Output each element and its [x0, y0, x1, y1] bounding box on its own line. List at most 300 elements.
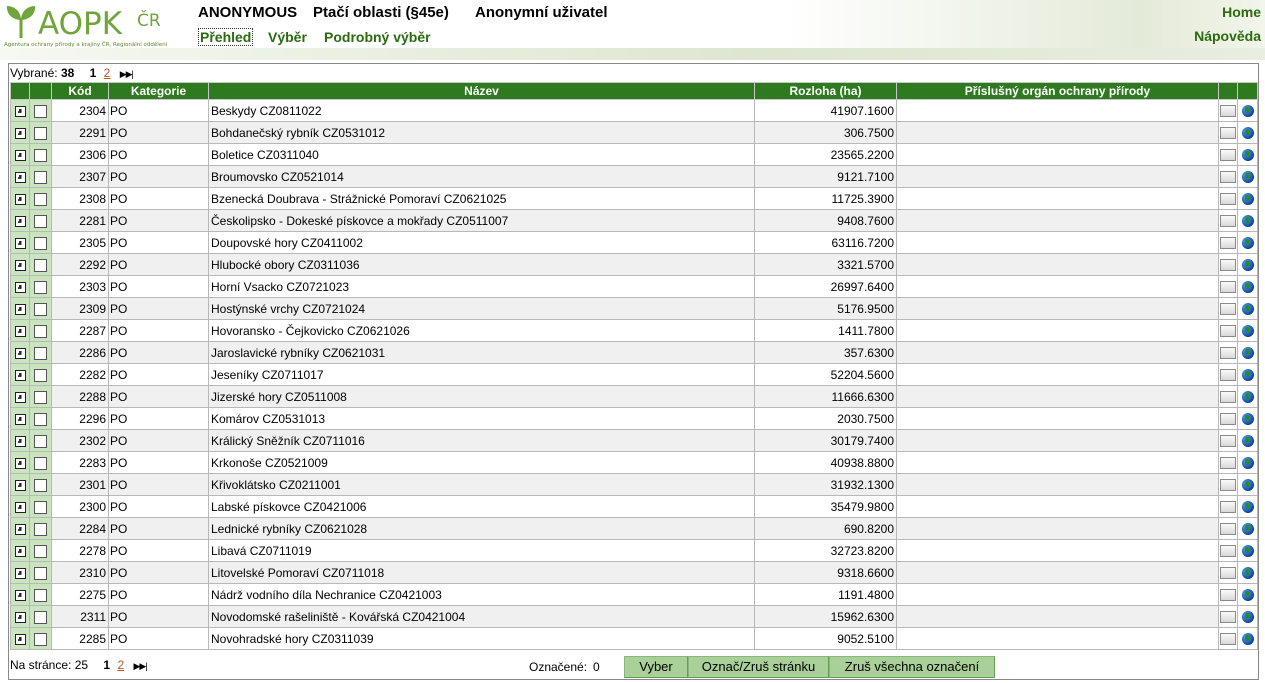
open-detail-icon[interactable] — [15, 348, 26, 359]
row-checkbox-cell[interactable] — [30, 100, 52, 122]
kod-cell: 2311 — [52, 606, 109, 628]
table-row[interactable] — [11, 100, 1258, 122]
document-icon[interactable] — [1220, 171, 1236, 183]
globe-map-icon[interactable] — [1242, 391, 1254, 403]
globe-map-icon[interactable] — [1242, 127, 1254, 139]
open-detail-cell[interactable] — [11, 276, 30, 298]
globe-map-icon[interactable] — [1242, 479, 1254, 491]
document-cell[interactable] — [1219, 232, 1238, 254]
table-row[interactable] — [11, 474, 1258, 496]
nazev-cell: Litovelské Pomoraví CZ0711018 — [209, 562, 755, 584]
document-icon[interactable] — [1220, 457, 1236, 469]
open-detail-icon[interactable] — [15, 480, 26, 491]
open-detail-icon[interactable] — [15, 546, 26, 557]
document-cell[interactable] — [1219, 408, 1238, 430]
table-row[interactable] — [11, 276, 1258, 298]
document-icon[interactable] — [1220, 149, 1236, 161]
document-cell[interactable] — [1219, 606, 1238, 628]
row-checkbox-cell[interactable] — [30, 430, 52, 452]
map-cell[interactable] — [1238, 276, 1258, 298]
map-cell[interactable] — [1238, 122, 1258, 144]
globe-map-icon[interactable] — [1242, 171, 1254, 183]
open-detail-icon[interactable] — [15, 634, 26, 645]
leaf-logo-icon — [4, 4, 38, 40]
rozloha-cell: 9408.7600 — [755, 210, 897, 232]
document-cell[interactable] — [1219, 430, 1238, 452]
open-detail-cell[interactable] — [11, 232, 30, 254]
row-checkbox[interactable] — [34, 457, 47, 470]
globe-map-icon[interactable] — [1242, 589, 1254, 601]
rozloha-cell: 690.8200 — [755, 518, 897, 540]
kategorie-cell: PO — [109, 628, 209, 650]
open-detail-cell[interactable] — [11, 254, 30, 276]
document-icon[interactable] — [1220, 589, 1236, 601]
document-icon[interactable] — [1220, 259, 1236, 271]
map-cell[interactable] — [1238, 188, 1258, 210]
open-detail-cell[interactable] — [11, 474, 30, 496]
table-row[interactable] — [11, 122, 1258, 144]
map-cell[interactable] — [1238, 518, 1258, 540]
map-cell[interactable] — [1238, 100, 1258, 122]
organ-cell — [897, 386, 1219, 408]
kod-cell: 2287 — [52, 320, 109, 342]
row-checkbox[interactable] — [34, 325, 47, 338]
document-cell[interactable] — [1219, 298, 1238, 320]
open-detail-cell[interactable] — [11, 452, 30, 474]
open-detail-icon[interactable] — [15, 194, 26, 205]
open-detail-icon[interactable] — [15, 260, 26, 271]
open-detail-icon[interactable] — [15, 612, 26, 623]
open-detail-cell[interactable] — [11, 628, 30, 650]
globe-map-icon[interactable] — [1242, 325, 1254, 337]
open-detail-cell[interactable] — [11, 518, 30, 540]
document-icon[interactable] — [1220, 215, 1236, 227]
open-detail-cell[interactable] — [11, 210, 30, 232]
document-cell[interactable] — [1219, 474, 1238, 496]
map-cell[interactable] — [1238, 210, 1258, 232]
next-last-page-icon[interactable]: ▶▶| — [119, 69, 133, 79]
row-checkbox-cell[interactable] — [30, 144, 52, 166]
open-detail-cell[interactable] — [11, 430, 30, 452]
col-rozloha[interactable]: Rozloha (ha) — [755, 83, 897, 100]
open-detail-icon[interactable] — [15, 590, 26, 601]
document-icon[interactable] — [1220, 281, 1236, 293]
map-cell[interactable] — [1238, 496, 1258, 518]
map-cell[interactable] — [1238, 540, 1258, 562]
row-checkbox-cell[interactable] — [30, 628, 52, 650]
table-row[interactable] — [11, 540, 1258, 562]
document-icon[interactable] — [1220, 369, 1236, 381]
map-cell[interactable] — [1238, 474, 1258, 496]
nav-prehled-link[interactable]: Přehled — [200, 29, 252, 45]
document-cell[interactable] — [1219, 122, 1238, 144]
marked-label: Označené: — [529, 660, 588, 674]
rozloha-cell: 52204.5600 — [755, 364, 897, 386]
document-cell[interactable] — [1219, 210, 1238, 232]
row-checkbox-cell[interactable] — [30, 122, 52, 144]
document-cell[interactable] — [1219, 188, 1238, 210]
table-row[interactable] — [11, 430, 1258, 452]
table-row[interactable] — [11, 496, 1258, 518]
document-cell[interactable] — [1219, 540, 1238, 562]
map-cell[interactable] — [1238, 144, 1258, 166]
open-detail-cell[interactable] — [11, 408, 30, 430]
row-checkbox-cell[interactable] — [30, 474, 52, 496]
next-last-page-icon[interactable]: ▶▶| — [133, 661, 147, 671]
open-detail-cell[interactable] — [11, 386, 30, 408]
open-detail-cell[interactable] — [11, 100, 30, 122]
row-checkbox[interactable] — [34, 347, 47, 360]
document-cell[interactable] — [1219, 254, 1238, 276]
organ-cell — [897, 254, 1219, 276]
document-cell[interactable] — [1219, 342, 1238, 364]
kategorie-cell: PO — [109, 584, 209, 606]
open-detail-icon[interactable] — [15, 568, 26, 579]
nazev-cell: Bzenecká Doubrava - Strážnické Pomoraví CZ0621025 — [209, 188, 755, 210]
page-2-link[interactable]: 2 — [103, 66, 111, 80]
document-cell[interactable] — [1219, 166, 1238, 188]
globe-map-icon[interactable] — [1242, 457, 1254, 469]
open-detail-icon[interactable] — [15, 172, 26, 183]
map-cell[interactable] — [1238, 364, 1258, 386]
home-link[interactable]: Home — [1222, 4, 1261, 20]
document-icon[interactable] — [1220, 633, 1236, 645]
kategorie-cell: PO — [109, 408, 209, 430]
map-cell[interactable] — [1238, 452, 1258, 474]
document-cell[interactable] — [1219, 144, 1238, 166]
row-checkbox-cell[interactable] — [30, 562, 52, 584]
document-icon[interactable] — [1220, 127, 1236, 139]
row-checkbox-cell[interactable] — [30, 166, 52, 188]
open-detail-cell[interactable] — [11, 584, 30, 606]
table-row[interactable] — [11, 254, 1258, 276]
globe-map-icon[interactable] — [1242, 347, 1254, 359]
row-checkbox[interactable] — [34, 193, 47, 206]
open-detail-icon[interactable] — [15, 106, 26, 117]
row-checkbox[interactable] — [34, 127, 47, 140]
open-detail-icon[interactable] — [15, 458, 26, 469]
globe-map-icon[interactable] — [1242, 215, 1254, 227]
row-checkbox[interactable] — [34, 149, 47, 162]
row-checkbox-cell[interactable] — [30, 298, 52, 320]
organ-cell — [897, 562, 1219, 584]
row-checkbox[interactable] — [34, 237, 47, 250]
globe-map-icon[interactable] — [1242, 369, 1254, 381]
row-checkbox[interactable] — [34, 523, 47, 536]
map-cell[interactable] — [1238, 166, 1258, 188]
globe-map-icon[interactable] — [1242, 413, 1254, 425]
open-detail-cell[interactable] — [11, 606, 30, 628]
rozloha-cell: 1411.7800 — [755, 320, 897, 342]
row-checkbox-cell[interactable] — [30, 452, 52, 474]
globe-map-icon[interactable] — [1242, 545, 1254, 557]
row-checkbox[interactable] — [34, 369, 47, 382]
document-cell[interactable] — [1219, 320, 1238, 342]
row-checkbox[interactable] — [34, 501, 47, 514]
row-checkbox-cell[interactable] — [30, 496, 52, 518]
row-checkbox[interactable] — [34, 545, 47, 558]
globe-map-icon[interactable] — [1242, 633, 1254, 645]
open-detail-cell[interactable] — [11, 496, 30, 518]
kod-cell: 2288 — [52, 386, 109, 408]
nazev-cell: Krkonoše CZ0521009 — [209, 452, 755, 474]
nazev-cell: Novodomské rašeliniště - Kovářská CZ0421004 — [209, 606, 755, 628]
table-row[interactable] — [11, 386, 1258, 408]
globe-map-icon[interactable] — [1242, 567, 1254, 579]
clear-all-selection-button[interactable]: Zruš všechna označení — [829, 656, 995, 678]
map-cell[interactable] — [1238, 298, 1258, 320]
document-icon[interactable] — [1220, 105, 1236, 117]
table-row[interactable] — [11, 298, 1258, 320]
document-cell[interactable] — [1219, 584, 1238, 606]
nazev-cell: Bohdanečský rybník CZ0531012 — [209, 122, 755, 144]
nazev-cell: Jeseníky CZ0711017 — [209, 364, 755, 386]
table-row[interactable] — [11, 144, 1258, 166]
row-checkbox-cell[interactable] — [30, 606, 52, 628]
user-name: ANONYMOUS — [198, 4, 298, 21]
row-checkbox-cell[interactable] — [30, 276, 52, 298]
table-row[interactable] — [11, 518, 1258, 540]
col-organ[interactable]: Příslušný orgán ochrany přírody — [897, 83, 1219, 100]
aopk-logo[interactable] — [4, 4, 196, 50]
document-icon[interactable] — [1220, 347, 1236, 359]
table-row[interactable] — [11, 166, 1258, 188]
table-row[interactable] — [11, 342, 1258, 364]
results-panel — [8, 63, 1259, 680]
row-checkbox[interactable] — [34, 633, 47, 646]
open-detail-cell[interactable] — [11, 562, 30, 584]
row-checkbox-cell[interactable] — [30, 386, 52, 408]
row-checkbox[interactable] — [34, 171, 47, 184]
organ-cell — [897, 408, 1219, 430]
rozloha-cell: 40938.8800 — [755, 452, 897, 474]
open-detail-icon[interactable] — [15, 326, 26, 337]
map-cell[interactable] — [1238, 584, 1258, 606]
open-detail-cell[interactable] — [11, 166, 30, 188]
table-row[interactable] — [11, 606, 1258, 628]
open-detail-icon[interactable] — [15, 436, 26, 447]
nav-podrobny-vyber-link[interactable]: Podrobný výběr — [324, 29, 431, 45]
globe-map-icon[interactable] — [1242, 523, 1254, 535]
open-detail-icon[interactable] — [15, 282, 26, 293]
nazev-cell: Křivoklátsko CZ0211001 — [209, 474, 755, 496]
document-cell[interactable] — [1219, 364, 1238, 386]
results-table-body — [11, 100, 1258, 650]
row-checkbox-cell[interactable] — [30, 342, 52, 364]
globe-map-icon[interactable] — [1242, 105, 1254, 117]
organ-cell — [897, 496, 1219, 518]
row-checkbox[interactable] — [34, 215, 47, 228]
open-detail-cell[interactable] — [11, 364, 30, 386]
organ-cell — [897, 364, 1219, 386]
nazev-cell: Beskydy CZ0811022 — [209, 100, 755, 122]
open-detail-icon[interactable] — [15, 414, 26, 425]
row-checkbox[interactable] — [34, 259, 47, 272]
open-detail-cell[interactable] — [11, 298, 30, 320]
document-cell[interactable] — [1219, 496, 1238, 518]
nav-vyber-link[interactable]: Výběr — [268, 29, 307, 45]
map-cell[interactable] — [1238, 408, 1258, 430]
row-checkbox[interactable] — [34, 435, 47, 448]
table-row[interactable] — [11, 320, 1258, 342]
kategorie-cell: PO — [109, 540, 209, 562]
document-icon[interactable] — [1220, 303, 1236, 315]
open-detail-cell[interactable] — [11, 122, 30, 144]
col-nazev[interactable]: Název — [209, 83, 755, 100]
document-icon[interactable] — [1220, 325, 1236, 337]
globe-map-icon[interactable] — [1242, 435, 1254, 447]
open-detail-icon[interactable] — [15, 392, 26, 403]
kategorie-cell: PO — [109, 144, 209, 166]
logo-subtitle: Agentura ochrany přírody a krajiny ČR, Regionální oddělení — [4, 42, 168, 48]
document-icon[interactable] — [1220, 545, 1236, 557]
nazev-cell: Hlubocké obory CZ0311036 — [209, 254, 755, 276]
kod-cell: 2292 — [52, 254, 109, 276]
open-detail-icon[interactable] — [15, 502, 26, 513]
organ-cell — [897, 232, 1219, 254]
open-detail-icon[interactable] — [15, 304, 26, 315]
nazev-cell: Lednické rybníky CZ0621028 — [209, 518, 755, 540]
row-checkbox[interactable] — [34, 105, 47, 118]
rozloha-cell: 9318.6600 — [755, 562, 897, 584]
globe-map-icon[interactable] — [1242, 281, 1254, 293]
table-row[interactable] — [11, 452, 1258, 474]
row-checkbox[interactable] — [34, 303, 47, 316]
vyber-button[interactable]: Vyber — [624, 656, 688, 678]
document-icon[interactable] — [1220, 501, 1236, 513]
row-checkbox[interactable] — [34, 567, 47, 580]
row-checkbox-cell[interactable] — [30, 210, 52, 232]
organ-cell — [897, 210, 1219, 232]
open-detail-icon[interactable] — [15, 238, 26, 249]
kod-cell: 2285 — [52, 628, 109, 650]
globe-map-icon[interactable] — [1242, 193, 1254, 205]
kategorie-cell: PO — [109, 232, 209, 254]
document-cell[interactable] — [1219, 628, 1238, 650]
open-detail-icon[interactable] — [15, 150, 26, 161]
kategorie-cell: PO — [109, 166, 209, 188]
map-cell[interactable] — [1238, 606, 1258, 628]
map-cell[interactable] — [1238, 628, 1258, 650]
document-cell[interactable] — [1219, 386, 1238, 408]
toggle-page-selection-button[interactable]: Označ/Zruš stránku — [688, 656, 829, 678]
document-icon[interactable] — [1220, 193, 1236, 205]
globe-map-icon[interactable] — [1242, 149, 1254, 161]
row-checkbox[interactable] — [34, 589, 47, 602]
map-cell[interactable] — [1238, 342, 1258, 364]
open-detail-cell[interactable] — [11, 320, 30, 342]
map-cell[interactable] — [1238, 254, 1258, 276]
row-checkbox-cell[interactable] — [30, 254, 52, 276]
document-icon[interactable] — [1220, 611, 1236, 623]
document-cell[interactable] — [1219, 276, 1238, 298]
row-checkbox-cell[interactable] — [30, 188, 52, 210]
kod-cell: 2291 — [52, 122, 109, 144]
row-checkbox-cell[interactable] — [30, 232, 52, 254]
document-icon[interactable] — [1220, 435, 1236, 447]
table-row[interactable] — [11, 584, 1258, 606]
row-checkbox-cell[interactable] — [30, 364, 52, 386]
open-detail-cell[interactable] — [11, 188, 30, 210]
open-detail-cell[interactable] — [11, 144, 30, 166]
table-row[interactable] — [11, 364, 1258, 386]
kod-cell: 2309 — [52, 298, 109, 320]
rozloha-cell: 32723.8200 — [755, 540, 897, 562]
document-icon[interactable] — [1220, 479, 1236, 491]
col-kod[interactable]: Kód — [52, 83, 109, 100]
row-checkbox-cell[interactable] — [30, 320, 52, 342]
map-cell[interactable] — [1238, 386, 1258, 408]
rozloha-cell: 9121.7100 — [755, 166, 897, 188]
help-link[interactable]: Nápověda — [1194, 28, 1261, 44]
document-cell[interactable] — [1219, 100, 1238, 122]
kategorie-cell: PO — [109, 474, 209, 496]
open-detail-icon[interactable] — [15, 524, 26, 535]
globe-map-icon[interactable] — [1242, 303, 1254, 315]
globe-map-icon[interactable] — [1242, 237, 1254, 249]
document-icon[interactable] — [1220, 567, 1236, 579]
map-cell[interactable] — [1238, 562, 1258, 584]
col-kategorie[interactable]: Kategorie — [109, 83, 209, 100]
selected-label: Vybrané: — [10, 66, 58, 80]
map-cell[interactable] — [1238, 320, 1258, 342]
kod-cell: 2302 — [52, 430, 109, 452]
document-icon[interactable] — [1220, 523, 1236, 535]
nazev-cell: Hostýnské vrchy CZ0721024 — [209, 298, 755, 320]
table-row[interactable] — [11, 188, 1258, 210]
table-row[interactable] — [11, 232, 1258, 254]
open-detail-icon[interactable] — [15, 128, 26, 139]
table-row[interactable] — [11, 562, 1258, 584]
row-checkbox-cell[interactable] — [30, 540, 52, 562]
row-checkbox[interactable] — [34, 413, 47, 426]
row-checkbox[interactable] — [34, 391, 47, 404]
user-type: Anonymní uživatel — [475, 4, 608, 21]
row-checkbox-cell[interactable] — [30, 584, 52, 606]
row-checkbox-cell[interactable] — [30, 518, 52, 540]
table-row[interactable] — [11, 210, 1258, 232]
globe-map-icon[interactable] — [1242, 611, 1254, 623]
row-checkbox[interactable] — [34, 611, 47, 624]
document-icon[interactable] — [1220, 391, 1236, 403]
document-icon[interactable] — [1220, 237, 1236, 249]
table-row[interactable] — [11, 628, 1258, 650]
kategorie-cell: PO — [109, 210, 209, 232]
row-checkbox[interactable] — [34, 479, 47, 492]
organ-cell — [897, 188, 1219, 210]
nazev-cell: Labské pískovce CZ0421006 — [209, 496, 755, 518]
kategorie-cell: PO — [109, 452, 209, 474]
map-cell[interactable] — [1238, 430, 1258, 452]
globe-map-icon[interactable] — [1242, 501, 1254, 513]
row-checkbox-cell[interactable] — [30, 408, 52, 430]
row-checkbox[interactable] — [34, 281, 47, 294]
open-detail-icon[interactable] — [15, 216, 26, 227]
open-detail-cell[interactable] — [11, 342, 30, 364]
page-2-link[interactable]: 2 — [117, 658, 125, 672]
document-cell[interactable] — [1219, 518, 1238, 540]
table-row[interactable] — [11, 408, 1258, 430]
document-cell[interactable] — [1219, 452, 1238, 474]
open-detail-icon[interactable] — [15, 370, 26, 381]
open-detail-cell[interactable] — [11, 540, 30, 562]
kategorie-cell: PO — [109, 364, 209, 386]
map-cell[interactable] — [1238, 232, 1258, 254]
document-cell[interactable] — [1219, 562, 1238, 584]
document-icon[interactable] — [1220, 413, 1236, 425]
globe-map-icon[interactable] — [1242, 259, 1254, 271]
rozloha-cell: 31932.1300 — [755, 474, 897, 496]
